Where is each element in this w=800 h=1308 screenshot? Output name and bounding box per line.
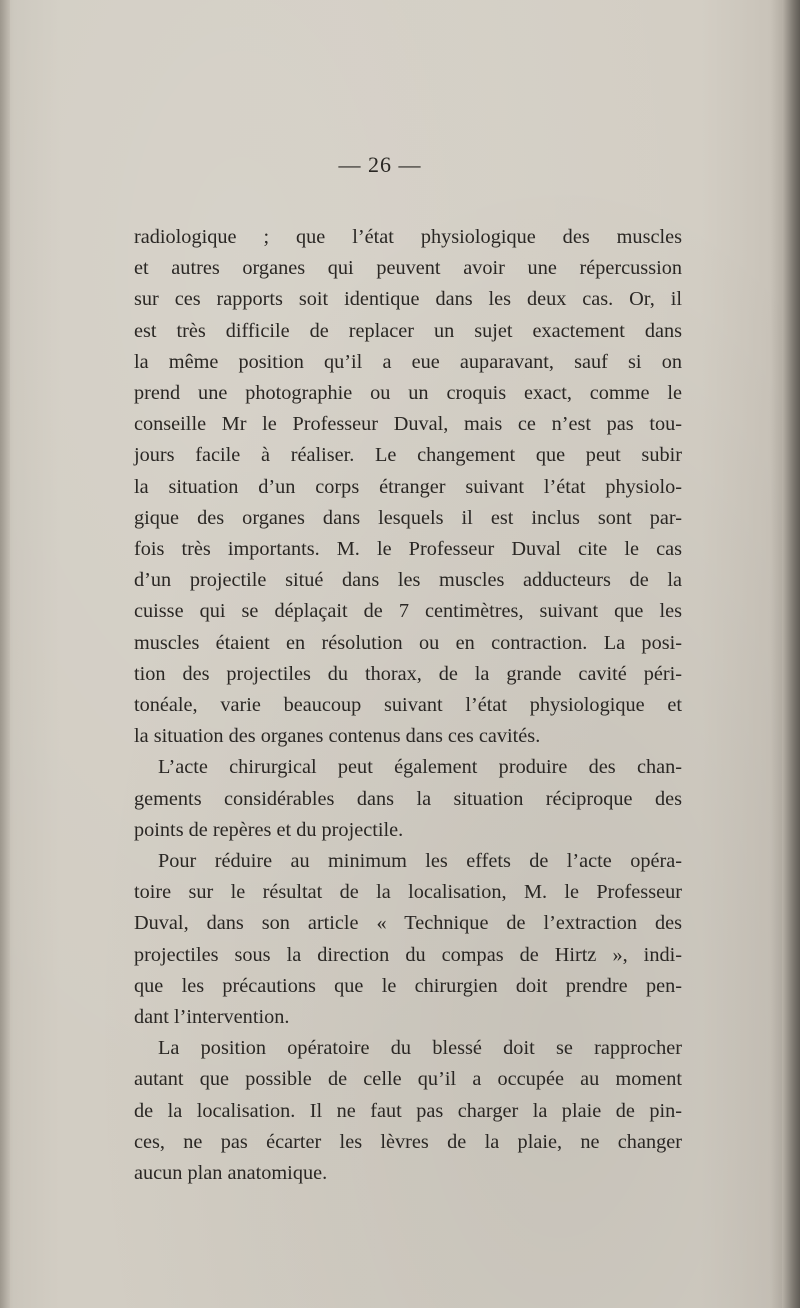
text-line: muscles étaient en résolution ou en contraction. La posi-	[134, 631, 682, 654]
text-line: ces, ne pas écarter les lèvres de la plaie, ne changer	[134, 1130, 682, 1153]
text-line: la même position qu’il a eue auparavant, sauf si on	[134, 350, 682, 373]
text-line: d’un projectile situé dans les muscles adducteurs de la	[134, 569, 682, 592]
paragraph-first-line: Pour réduire au minimum les effets de l’acte opéra-	[158, 850, 682, 873]
text-line: aucun plan anatomique.	[134, 1162, 328, 1185]
text-line: sur ces rapports soit identique dans les deux cas. Or, il	[134, 288, 682, 311]
text-line: la situation des organes contenus dans ces cavités.	[134, 725, 541, 748]
text-line: de la localisation. Il ne faut pas charger la plaie de pin-	[134, 1099, 682, 1122]
text-line: Duval, dans son article « Technique de l’extraction des	[134, 912, 682, 935]
text-line: tion des projectiles du thorax, de la grande cavité péri-	[134, 662, 682, 685]
text-line: fois très importants. M. le Professeur Duval cite le cas	[134, 538, 682, 561]
body-text	[134, 222, 682, 1189]
paragraph-first-line: L’acte chirurgical peut également produire des chan-	[158, 756, 682, 779]
text-line: gements considérables dans la situation réciproque des	[134, 787, 682, 810]
page-number: — 26 —	[338, 152, 422, 177]
text-line: points de repères et du projectile.	[134, 818, 404, 841]
paragraph-first-line: La position opératoire du blessé doit se rapprocher	[158, 1037, 682, 1060]
page-left-edge	[0, 0, 10, 1308]
text-line: cuisse qui se déplaçait de 7 centimètres, suivant que les	[134, 600, 682, 623]
text-line: que les précautions que le chirurgien doit prendre pen-	[134, 974, 682, 997]
text-line: radiologique ; que l’état physiologique des muscles	[134, 226, 682, 248]
text-line: la situation d’un corps étranger suivant l’état physiolo-	[134, 475, 682, 498]
text-line: conseille Mr le Professeur Duval, mais ce n’est pas tou-	[134, 413, 682, 436]
text-line: dant l’intervention.	[134, 1006, 290, 1029]
text-line: est très difficile de replacer un sujet exactement dans	[134, 319, 682, 342]
text-line: projectiles sous la direction du compas de Hirtz », indi-	[134, 943, 682, 966]
text-line: autant que possible de celle qu’il a occupée au moment	[134, 1068, 682, 1091]
text-line: tonéale, varie beaucoup suivant l’état physiologique et	[134, 694, 682, 717]
text-line: prend une photographie ou un croquis exact, comme le	[134, 382, 682, 405]
text-line: toire sur le résultat de la localisation, M. le Professeur	[134, 881, 682, 904]
text-line: jours facile à réaliser. Le changement que peut subir	[134, 444, 682, 467]
text-line: et autres organes qui peuvent avoir une répercussion	[134, 257, 682, 280]
text-line: gique des organes dans lesquels il est inclus sont par-	[134, 506, 682, 529]
page-right-edge	[782, 0, 800, 1308]
